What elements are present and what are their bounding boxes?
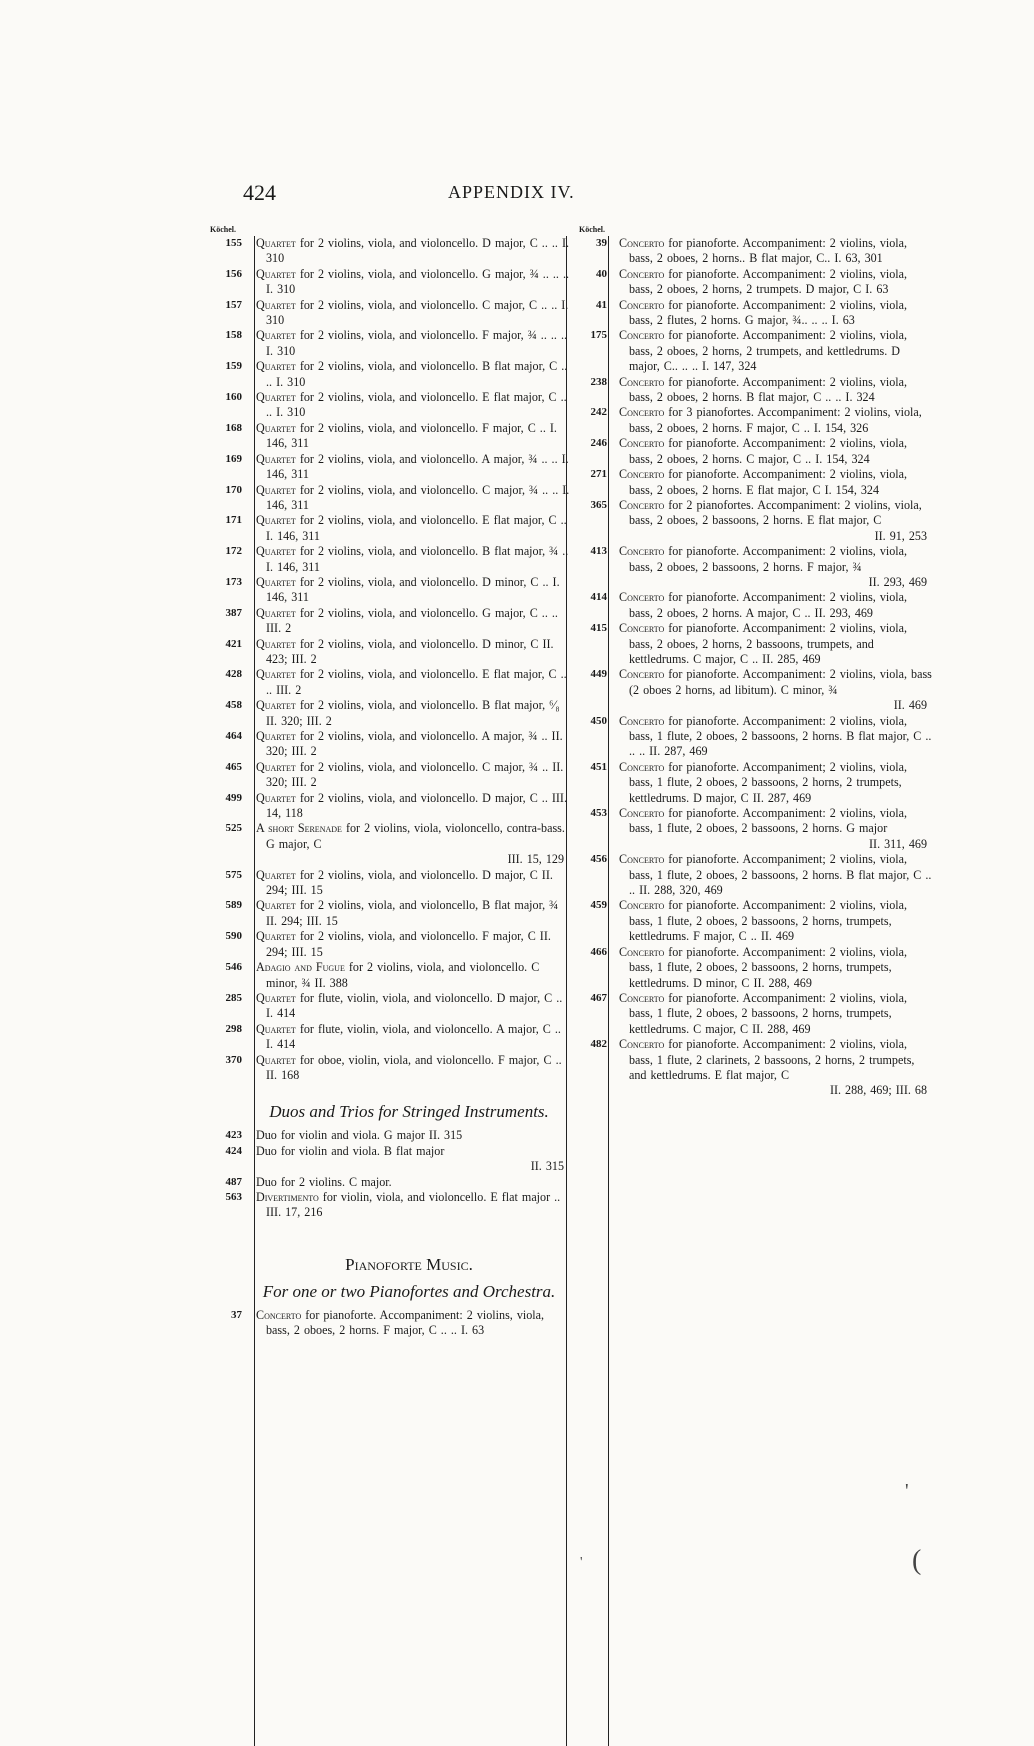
kochel-number: 173	[225, 575, 242, 588]
work-title: Quartet	[256, 990, 296, 1005]
entry-text	[256, 1128, 570, 1143]
kochel-number: 41	[596, 298, 607, 311]
entry-text	[619, 436, 933, 467]
work-title: Concerto	[619, 898, 665, 913]
kochel-number: 499	[225, 791, 242, 804]
catalogue-entry	[579, 590, 933, 621]
work-description: for pianoforte. Accompaniment: 2 violins, viola, bass, 1 flute, 2 clarinets, 2 bassoons, 2 horns, 2 trumpets, and kettledrums. E flat major, C	[629, 1037, 915, 1082]
entry-text	[256, 821, 570, 867]
work-title: Quartet	[256, 605, 296, 620]
duo-list	[210, 1128, 570, 1220]
catalogue-entry	[210, 760, 570, 791]
catalogue-entry	[579, 898, 933, 944]
work-description: for 2 violins, viola, and violoncello. G major, C .. .. III. 2	[266, 605, 558, 636]
kochel-number: 160	[225, 391, 242, 404]
catalogue-entry	[579, 436, 933, 467]
work-description: for 2 violins, viola, and violoncello. D major, C .. .. I. 310	[266, 236, 569, 266]
catalogue-entry	[579, 498, 933, 544]
left-column	[210, 224, 570, 1339]
work-title: Quartet	[256, 482, 296, 497]
work-title: Concerto	[619, 944, 665, 959]
entry-text	[256, 698, 570, 729]
entry-text	[619, 945, 933, 991]
work-description: Duo for violin and viola. B flat major	[256, 1143, 445, 1158]
work-title: Quartet	[256, 266, 296, 281]
work-title: Quartet	[256, 420, 296, 435]
catalogue-entry	[579, 714, 933, 760]
kochel-number: 456	[590, 853, 607, 866]
catalogue-entry	[210, 483, 570, 514]
volume-reference: III. 15, 129	[507, 852, 564, 867]
kochel-number: 428	[225, 668, 242, 681]
entry-text	[619, 760, 933, 806]
catalogue-entry	[210, 637, 570, 668]
entry-text	[256, 1190, 570, 1221]
work-title: Concerto	[619, 297, 665, 312]
work-description: for pianoforte. Accompaniment: 2 violins, viola, bass, 1 flute, 2 oboes, 2 bassoons, 2 horns, trumpets, kettledrums. F major, C .. II. 469	[629, 898, 908, 944]
entry-text	[256, 1144, 570, 1175]
work-title: Concerto	[619, 544, 665, 559]
volume-reference: II. 311, 469	[869, 836, 927, 851]
stray-mark: (	[912, 1545, 922, 1576]
kochel-number: 156	[225, 267, 242, 280]
volume-reference: II. 91, 253	[874, 528, 927, 543]
kochel-number: 242	[590, 406, 607, 419]
work-description: for pianoforte. Accompaniment: 2 violins, viola, bass, 1 flute, 2 oboes, 2 bassoons, 2 horns, trumpets, kettledrums. C major, C II. 288, 469	[629, 990, 908, 1036]
catalogue-entry	[210, 390, 570, 421]
work-description: for 2 violins, viola, and violoncello. F major, C .. I. 146, 311	[266, 420, 557, 451]
work-description: for pianoforte. Accompaniment: 2 violins, viola, bass, 2 oboes, 2 horns. F major, C .. .. I. 63	[266, 1307, 545, 1338]
kochel-number: 39	[596, 237, 607, 249]
entry-text	[256, 236, 570, 267]
kochel-number: 413	[590, 545, 607, 558]
catalogue-entry	[579, 298, 933, 329]
catalogue-entry	[210, 452, 570, 483]
entry-text	[256, 960, 570, 991]
running-head	[243, 180, 816, 204]
kochel-number: 169	[225, 452, 242, 465]
catalogue-entry	[210, 1190, 570, 1221]
work-description: for pianoforte. Accompaniment: 2 violins, viola, bass, 2 oboes, 2 horns, 2 trumpets. D major, C I. 63	[629, 266, 908, 297]
work-description: for 2 violins, viola, and violoncello. E flat major, C .. .. I. 310	[266, 390, 567, 420]
entry-text	[256, 359, 570, 390]
pianoforte-heading: Pianoforte Music.	[345, 1254, 473, 1274]
concerto-list-right	[579, 236, 933, 1099]
kochel-number: 175	[590, 329, 607, 342]
catalogue-entry	[210, 1175, 570, 1190]
catalogue-entry	[579, 1037, 933, 1099]
work-title: Divertimento	[256, 1189, 319, 1204]
catalogue-entry	[210, 929, 570, 960]
entry-text	[256, 898, 570, 929]
kochel-number: 285	[225, 991, 242, 1004]
kochel-number: 482	[590, 1038, 607, 1051]
kochel-number: 451	[590, 760, 607, 773]
entry-text	[256, 452, 570, 483]
work-title: Concerto	[619, 667, 665, 682]
work-title: Adagio and Fugue	[256, 960, 345, 975]
volume-reference: II. 293, 469	[868, 574, 927, 589]
kochel-number: 575	[225, 868, 242, 881]
kochel-number: 37	[231, 1308, 242, 1321]
catalogue-entry	[579, 544, 933, 590]
entry-text	[256, 606, 570, 637]
catalogue-entry	[579, 945, 933, 991]
kochel-label-right: Köchel.	[579, 225, 605, 234]
volume-reference: II. 288, 469; III. 68	[829, 1083, 927, 1098]
catalogue-entry	[210, 359, 570, 390]
work-description: for 2 violins, viola, and violoncello. F major, C II. 294; III. 15	[266, 929, 551, 959]
work-description: for pianoforte. Accompaniment: 2 violins, viola, bass, 2 oboes, 2 horns, 2 trumpets, and kettledrums. D major, C.. .. .. I. 147, 324	[629, 328, 908, 374]
entry-text	[619, 267, 933, 298]
catalogue-entry	[579, 405, 933, 436]
work-title: Concerto	[619, 374, 665, 389]
work-description: for pianoforte. Accompaniment: 2 violins, viola, bass (2 oboes 2 horns, ad libitum). C minor, ¾	[629, 667, 932, 697]
work-description: for pianoforte. Accompaniment: 2 violins, viola, bass, 1 flute, 2 oboes, 2 bassoons, 2 horns. G major	[629, 806, 908, 836]
work-description: for 2 violins, viola, and violoncello. C major, C .. .. I. 310	[266, 297, 569, 328]
entry-text	[619, 898, 933, 944]
work-description: for pianoforte. Accompaniment: 2 violins, viola, bass, 2 flutes, 2 horns. G major, ¾.. .. .. I. 63	[629, 297, 908, 328]
kochel-label: Köchel.	[210, 225, 236, 234]
work-description: for 2 violins, viola, and violoncello. A major, ¾ .. .. I. 146, 311	[266, 451, 569, 482]
entry-text	[256, 513, 570, 544]
work-description: for pianoforte. Accompaniment: 2 violins, viola, bass, 2 oboes, 2 horns. E flat major, C I. 154, 324	[629, 467, 908, 497]
catalogue-entry	[579, 991, 933, 1037]
entry-text	[256, 791, 570, 822]
catalogue-entry	[579, 667, 933, 713]
concerto-list-left	[210, 1308, 570, 1339]
kochel-number: 450	[590, 714, 607, 727]
catalogue-entry	[210, 267, 570, 298]
work-title: Concerto	[619, 621, 665, 636]
catalogue-entry	[210, 1144, 570, 1175]
work-title: Quartet	[256, 359, 296, 374]
duos-heading: Duos and Trios for Stringed Instruments.	[269, 1102, 549, 1122]
entry-text	[619, 544, 933, 590]
work-title: Concerto	[619, 497, 665, 512]
work-description: for 2 violins, viola, and violoncello. F major, ¾ .. .. .. I. 310	[266, 328, 567, 358]
work-title: Quartet	[256, 667, 296, 682]
right-column	[579, 224, 933, 1099]
work-description: for 2 violins, viola, and violoncello. A major, ¾ .. II. 320; III. 2	[266, 729, 563, 759]
work-description: for pianoforte. Accompaniment: 2 violins, viola, bass, 2 oboes, 2 horns. A major, C .. II. 293, 469	[629, 590, 908, 620]
kochel-number: 40	[596, 267, 607, 280]
work-description: for pianoforte. Accompaniment: 2 violins, viola, bass, 2 oboes, 2 horns, 2 bassoons, trumpets, and kettledrums. C major, C .. II. 285, 469	[629, 621, 908, 666]
kochel-number: 590	[225, 930, 242, 943]
kochel-number: 546	[225, 961, 242, 974]
kochel-number: 414	[590, 591, 607, 604]
entry-text	[256, 729, 570, 760]
work-title: Concerto	[619, 590, 665, 605]
catalogue-entry	[210, 898, 570, 929]
work-title: Concerto	[619, 852, 665, 867]
work-description: for flute, violin, viola, and violoncello. D major, C .. I. 414	[266, 990, 563, 1021]
kochel-number: 155	[225, 237, 242, 249]
kochel-number: 423	[225, 1129, 242, 1142]
work-description: for 2 violins, viola, and violoncello. D major, C .. III. 14, 118	[266, 790, 567, 821]
work-description: for pianoforte. Accompaniment: 2 violins, viola, bass, 2 oboes, 2 horns. C major, C .. I. 154, 324	[629, 436, 908, 466]
catalogue-entry	[210, 606, 570, 637]
catalogue-entry	[579, 852, 933, 898]
kochel-number: 172	[225, 545, 242, 558]
kochel-number: 449	[590, 668, 607, 681]
work-description: for 2 violins, viola, and violoncello. D minor, C .. I. 146, 311	[266, 574, 560, 605]
work-title: Concerto	[619, 467, 665, 482]
entry-text	[619, 375, 933, 406]
entry-text	[619, 236, 933, 267]
kochel-number: 370	[225, 1053, 242, 1066]
kochel-number: 465	[225, 760, 242, 773]
work-description: for 2 violins, viola, and violoncello. B flat major, ¾ .. I. 146, 311	[266, 544, 569, 574]
quartet-list	[210, 236, 570, 1083]
kochel-number: 453	[590, 807, 607, 820]
entry-text	[619, 328, 933, 374]
catalogue-entry	[579, 328, 933, 374]
work-title: Quartet	[256, 759, 296, 774]
work-description: Duo for violin and viola. G major II. 315	[256, 1128, 463, 1143]
catalogue-entry	[210, 1128, 570, 1143]
catalogue-entry	[579, 236, 933, 267]
work-title: Quartet	[256, 544, 296, 559]
work-title: Quartet	[256, 513, 296, 528]
pianoforte-subheading: For one or two Pianofortes and Orchestra.	[262, 1281, 556, 1301]
work-description: for 2 violins, viola, and violoncello. B flat major, C .. .. I. 310	[266, 359, 568, 389]
entry-text	[256, 390, 570, 421]
work-description: for oboe, violin, viola, and violoncello. F major, C .. II. 168	[266, 1052, 562, 1082]
kochel-number: 421	[225, 637, 242, 650]
entry-text	[619, 667, 933, 713]
kochel-number: 157	[225, 298, 242, 311]
kochel-number: 159	[225, 360, 242, 373]
volume-reference: II. 469	[893, 698, 927, 713]
work-description: for pianoforte. Accompaniment; 2 violins, viola, bass, 1 flute, 2 oboes, 2 bassoons, 2 horns, 2 trumpets, kettledrums. D major, C II. 287, 469	[629, 759, 908, 805]
work-title: Quartet	[256, 898, 296, 913]
entry-text	[619, 991, 933, 1037]
work-description: for 2 violins, viola, and violoncello. G major, ¾ .. .. .. I. 310	[266, 266, 569, 297]
catalogue-entry	[579, 760, 933, 806]
work-description: for 2 violins, viola, and violoncello. E flat major, C .. .. III. 2	[266, 667, 567, 697]
work-title: Concerto	[619, 990, 665, 1005]
entry-text	[256, 544, 570, 575]
catalogue-entry	[210, 698, 570, 729]
kochel-number: 170	[225, 483, 242, 496]
page-title: APPENDIX IV.	[448, 182, 575, 202]
catalogue-entry	[210, 513, 570, 544]
work-title: Concerto	[619, 1037, 665, 1052]
entry-text	[619, 498, 933, 544]
kochel-number: 415	[590, 622, 607, 635]
catalogue-entry	[579, 267, 933, 298]
entry-text	[256, 328, 570, 359]
kochel-number: 171	[225, 514, 242, 527]
work-title: Quartet	[256, 929, 296, 944]
entry-text	[619, 467, 933, 498]
work-description: for violin, viola, and violoncello. E flat major .. III. 17, 216	[266, 1189, 561, 1220]
catalogue-entry	[210, 328, 570, 359]
work-description: for 2 violins, viola, and violoncello. D minor, C II. 423; III. 2	[266, 636, 554, 666]
entry-text	[256, 483, 570, 514]
entry-text	[619, 1037, 933, 1099]
entry-text	[256, 1053, 570, 1084]
entry-text	[619, 806, 933, 852]
work-description: for pianoforte. Accompaniment: 2 violins, viola, bass, 1 flute, 2 oboes, 2 bassoons, 2 horns, trumpets, kettledrums. D minor, C II. 288, 469	[629, 944, 908, 990]
entry-text	[619, 405, 933, 436]
catalogue-entry	[210, 236, 570, 267]
work-description: for pianoforte. Accompaniment: 2 violins, viola, bass, 2 oboes, 2 horns.. B flat major, C.. I. 63, 301	[629, 236, 908, 266]
work-description: for 2 violins, viola, and violoncello. D major, C II. 294; III. 15	[266, 867, 553, 898]
catalogue-entry	[210, 1022, 570, 1053]
kochel-number: 466	[590, 945, 607, 958]
work-description: for pianoforte. Accompaniment; 2 violins, viola, bass, 1 flute, 2 oboes, 2 bassoons, 2 horns. B flat major, C .. .. II. 288, 320, 469	[629, 852, 932, 898]
kochel-number: 589	[225, 899, 242, 912]
work-description: for 2 violins, viola, and violoncello, B flat major, ¾ II. 294; III. 15	[266, 898, 559, 928]
work-title: Concerto	[619, 236, 665, 250]
entry-text	[256, 637, 570, 668]
work-description: for pianoforte. Accompaniment: 2 violins, viola, bass, 1 flute, 2 oboes, 2 bassoons, 2 horns. B flat major, C .. .. .. II. 287, 469	[629, 713, 932, 759]
catalogue-entry	[210, 575, 570, 606]
catalogue-entry	[210, 791, 570, 822]
kochel-number: 298	[225, 1022, 242, 1035]
catalogue-entry	[579, 806, 933, 852]
entry-text	[256, 421, 570, 452]
work-title: Quartet	[256, 1052, 296, 1067]
work-title: Concerto	[619, 405, 665, 420]
work-description: for 2 violins, viola, and violoncello. C major, ¾ .. II. 320; III. 2	[266, 759, 564, 790]
entry-text	[256, 667, 570, 698]
catalogue-entry	[210, 868, 570, 899]
page-number: 424	[243, 180, 276, 205]
work-title: Quartet	[256, 636, 296, 651]
kochel-number: 246	[590, 437, 607, 450]
work-title: Concerto	[619, 713, 665, 728]
kochel-number: 238	[590, 375, 607, 388]
entry-text	[256, 868, 570, 899]
entry-text	[619, 852, 933, 898]
work-title: Quartet	[256, 390, 296, 405]
work-title: Concerto	[619, 436, 665, 451]
stray-mark: '	[905, 1480, 909, 1502]
work-description: for 3 pianofortes. Accompaniment: 2 violins, viola, bass, 2 oboes, 2 horns. F major, C .. I. 154, 326	[629, 405, 922, 435]
entry-text	[256, 929, 570, 960]
volume-reference: II. 315	[530, 1159, 564, 1174]
work-description: for 2 violins, viola, and violoncello. E flat major, C .. I. 146, 311	[266, 513, 567, 543]
work-title: Concerto	[619, 759, 665, 774]
kochel-number: 271	[590, 468, 607, 481]
catalogue-entry	[210, 1308, 570, 1339]
catalogue-entry	[579, 467, 933, 498]
catalogue-entry	[210, 960, 570, 991]
catalogue-entry	[210, 991, 570, 1022]
kochel-number: 467	[590, 991, 607, 1004]
catalogue-entry	[210, 1053, 570, 1084]
catalogue-entry	[579, 621, 933, 667]
work-title: Quartet	[256, 698, 296, 713]
work-title: Quartet	[256, 328, 296, 343]
work-title: Concerto	[619, 266, 665, 281]
work-description: for flute, violin, viola, and violoncello. A major, C .. I. 414	[266, 1021, 561, 1052]
entry-text	[256, 575, 570, 606]
stray-mark: '	[580, 1555, 583, 1570]
work-title: Quartet	[256, 574, 296, 589]
work-title: A short Serenade	[256, 821, 342, 836]
work-title: Concerto	[619, 806, 665, 821]
work-title: Quartet	[256, 790, 296, 805]
work-description: for 2 pianofortes. Accompaniment: 2 violins, viola, bass, 2 oboes, 2 bassoons, 2 horns. E flat major, C	[629, 497, 922, 528]
entry-text	[256, 298, 570, 329]
catalogue-entry	[579, 375, 933, 406]
catalogue-entry	[210, 298, 570, 329]
kochel-number: 459	[590, 899, 607, 912]
catalogue-entry	[210, 729, 570, 760]
work-description: for 2 violins, viola, and violoncello. C major, ¾ .. .. I. 146, 311	[266, 482, 570, 512]
catalogue-entry	[210, 821, 570, 867]
kochel-number: 525	[225, 822, 242, 835]
entry-text	[619, 714, 933, 760]
work-title: Concerto	[256, 1307, 302, 1322]
kochel-number: 365	[590, 498, 607, 511]
entry-text	[256, 760, 570, 791]
work-title: Quartet	[256, 451, 296, 466]
entry-text	[256, 1022, 570, 1053]
entry-text	[256, 991, 570, 1022]
catalogue-entry	[210, 544, 570, 575]
entry-text	[256, 267, 570, 298]
entry-text	[619, 590, 933, 621]
work-title: Quartet	[256, 1021, 296, 1036]
entry-text	[619, 298, 933, 329]
kochel-number: 458	[225, 699, 242, 712]
work-title: Quartet	[256, 236, 296, 250]
entry-text	[256, 1175, 570, 1190]
catalogue-entry	[210, 421, 570, 452]
work-description: for pianoforte. Accompaniment: 2 violins, viola, bass, 2 oboes, 2 bassoons, 2 horns. F major, ¾	[629, 544, 908, 574]
entry-text	[619, 621, 933, 667]
entry-text	[256, 1308, 570, 1339]
kochel-number: 387	[225, 606, 242, 619]
work-description: for pianoforte. Accompaniment: 2 violins, viola, bass, 2 oboes, 2 horns. B flat major, C .. .. I. 324	[629, 374, 908, 405]
kochel-number: 158	[225, 329, 242, 342]
kochel-number: 487	[225, 1175, 242, 1188]
kochel-number: 563	[225, 1190, 242, 1203]
work-description: for 2 violins, viola, and violoncello. C minor, ¾ II. 388	[266, 960, 540, 990]
catalogue-entry	[210, 667, 570, 698]
work-description: Duo for 2 violins. C major.	[256, 1174, 392, 1189]
work-title: Concerto	[619, 328, 665, 343]
work-title: Quartet	[256, 867, 296, 882]
work-title: Quartet	[256, 729, 296, 743]
work-description: for 2 violins, viola, and violoncello. B flat major, ⁶⁄₈ II. 320; III. 2	[266, 698, 560, 728]
kochel-number: 168	[225, 421, 242, 434]
work-description: for 2 violins, viola, violoncello, contra-bass. G major, C	[266, 821, 565, 851]
kochel-number: 424	[225, 1144, 242, 1157]
work-title: Quartet	[256, 297, 296, 312]
kochel-number: 464	[225, 730, 242, 742]
